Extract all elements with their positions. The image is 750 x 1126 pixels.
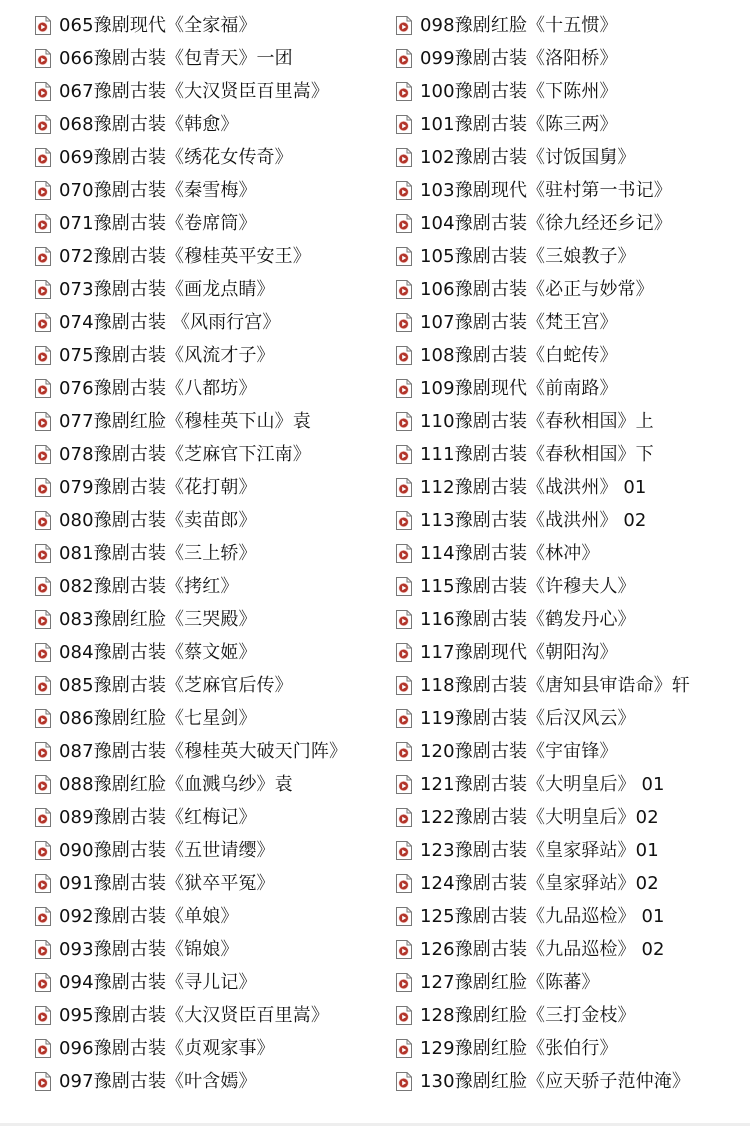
file-name: 081豫剧古装《三上轿》 — [59, 542, 257, 564]
file-item[interactable] — [35, 669, 347, 702]
media-file-icon — [396, 82, 412, 101]
file-item[interactable] — [35, 207, 347, 240]
file-item[interactable] — [396, 339, 690, 372]
media-file-icon — [35, 511, 51, 530]
file-name: 084豫剧古装《蔡文姬》 — [59, 641, 257, 663]
media-file-icon — [396, 1006, 412, 1025]
media-file-icon — [35, 280, 51, 299]
file-name: 077豫剧红脸《穆桂英下山》袁 — [59, 410, 311, 432]
file-item[interactable] — [396, 108, 690, 141]
file-item[interactable] — [35, 75, 347, 108]
file-item[interactable] — [35, 174, 347, 207]
media-file-icon — [35, 247, 51, 266]
media-file-icon — [35, 610, 51, 629]
file-name: 091豫剧古装《狱卒平冤》 — [59, 872, 275, 894]
file-name: 078豫剧古装《芝麻官下江南》 — [59, 443, 311, 465]
file-item[interactable] — [396, 999, 690, 1032]
file-item[interactable] — [396, 372, 690, 405]
file-name: 085豫剧古装《芝麻官后传》 — [59, 674, 293, 696]
file-item[interactable] — [396, 867, 690, 900]
file-name: 125豫剧古装《九品巡检》 01 — [420, 905, 665, 927]
file-name: 094豫剧古装《寻儿记》 — [59, 971, 257, 993]
file-name: 095豫剧古装《大汉贤臣百里嵩》 — [59, 1004, 329, 1026]
file-item[interactable] — [35, 9, 347, 42]
media-file-icon — [396, 412, 412, 431]
file-item[interactable] — [396, 603, 690, 636]
media-file-icon — [396, 1072, 412, 1091]
file-name: 069豫剧古装《绣花女传奇》 — [59, 146, 293, 168]
media-file-icon — [35, 841, 51, 860]
media-file-icon — [35, 1072, 51, 1091]
file-name: 066豫剧古装《包青天》一团 — [59, 47, 293, 69]
file-item[interactable] — [396, 141, 690, 174]
media-file-icon — [396, 544, 412, 563]
file-item[interactable] — [396, 207, 690, 240]
file-item[interactable] — [35, 339, 347, 372]
media-file-icon — [35, 808, 51, 827]
file-name: 082豫剧古装《拷红》 — [59, 575, 239, 597]
media-file-icon — [396, 478, 412, 497]
media-file-icon — [35, 973, 51, 992]
file-name: 074豫剧古装 《风雨行宫》 — [59, 311, 281, 333]
file-item[interactable] — [35, 834, 347, 867]
media-file-icon — [35, 940, 51, 959]
file-name: 103豫剧现代《驻村第一书记》 — [420, 179, 672, 201]
file-name: 124豫剧古装《皇家驿站》02 — [420, 872, 659, 894]
file-name: 071豫剧古装《卷席筒》 — [59, 212, 257, 234]
file-name: 099豫剧古装《洛阳桥》 — [420, 47, 618, 69]
file-name: 076豫剧古装《八都坊》 — [59, 377, 257, 399]
media-file-icon — [396, 907, 412, 926]
file-item[interactable] — [35, 240, 347, 273]
file-name: 113豫剧古装《战洪州》 02 — [420, 509, 647, 531]
media-file-icon — [396, 1039, 412, 1058]
file-item[interactable] — [35, 636, 347, 669]
file-name: 120豫剧古装《宇宙锋》 — [420, 740, 618, 762]
file-item[interactable] — [396, 768, 690, 801]
media-file-icon — [396, 16, 412, 35]
file-name: 129豫剧红脸《张伯行》 — [420, 1037, 618, 1059]
file-name: 118豫剧古装《唐知县审诰命》轩 — [420, 674, 690, 696]
file-name: 073豫剧古装《画龙点睛》 — [59, 278, 275, 300]
file-item[interactable] — [35, 42, 347, 75]
media-file-icon — [35, 1006, 51, 1025]
file-item[interactable] — [396, 75, 690, 108]
media-file-icon — [35, 412, 51, 431]
media-file-icon — [35, 346, 51, 365]
file-name: 128豫剧红脸《三打金枝》 — [420, 1004, 636, 1026]
media-file-icon — [35, 907, 51, 926]
file-column-right — [396, 9, 690, 1098]
file-item[interactable] — [396, 933, 690, 966]
file-name: 127豫剧红脸《陈蕃》 — [420, 971, 600, 993]
file-name: 126豫剧古装《九品巡检》 02 — [420, 938, 665, 960]
media-file-icon — [396, 379, 412, 398]
file-item[interactable] — [396, 504, 690, 537]
media-file-icon — [396, 247, 412, 266]
media-file-icon — [396, 742, 412, 761]
file-item[interactable] — [396, 636, 690, 669]
file-item[interactable] — [35, 768, 347, 801]
file-name: 090豫剧古装《五世请缨》 — [59, 839, 275, 861]
media-file-icon — [35, 379, 51, 398]
file-item[interactable] — [396, 570, 690, 603]
file-item[interactable] — [396, 471, 690, 504]
file-name: 098豫剧红脸《十五惯》 — [420, 14, 618, 36]
media-file-icon — [396, 808, 412, 827]
media-file-icon — [396, 874, 412, 893]
file-item[interactable] — [35, 570, 347, 603]
media-file-icon — [396, 511, 412, 530]
file-name: 106豫剧古装《必正与妙常》 — [420, 278, 654, 300]
file-item[interactable] — [396, 834, 690, 867]
media-file-icon — [396, 643, 412, 662]
file-name: 079豫剧古装《花打朝》 — [59, 476, 257, 498]
media-file-icon — [396, 214, 412, 233]
file-item[interactable] — [396, 405, 690, 438]
file-name: 065豫剧现代《全家福》 — [59, 14, 257, 36]
file-name: 088豫剧红脸《血溅乌纱》袁 — [59, 773, 293, 795]
file-name: 087豫剧古装《穆桂英大破天门阵》 — [59, 740, 348, 762]
media-file-icon — [35, 181, 51, 200]
file-name: 072豫剧古装《穆桂英平安王》 — [59, 245, 311, 267]
media-file-icon — [396, 940, 412, 959]
file-item[interactable] — [396, 1032, 690, 1065]
file-name: 101豫剧古装《陈三两》 — [420, 113, 618, 135]
file-name: 110豫剧古装《春秋相国》上 — [420, 410, 654, 432]
file-name: 097豫剧古装《叶含嫣》 — [59, 1070, 257, 1092]
file-item[interactable] — [396, 966, 690, 999]
media-file-icon — [35, 676, 51, 695]
file-item[interactable] — [35, 1032, 347, 1065]
file-item[interactable] — [396, 702, 690, 735]
file-item[interactable] — [396, 306, 690, 339]
file-item[interactable] — [35, 867, 347, 900]
file-item[interactable] — [35, 900, 347, 933]
file-item[interactable] — [35, 141, 347, 174]
file-item[interactable] — [396, 669, 690, 702]
file-item[interactable] — [396, 240, 690, 273]
file-name: 107豫剧古装《梵王宫》 — [420, 311, 618, 333]
file-item[interactable] — [35, 702, 347, 735]
file-name: 086豫剧红脸《七星剑》 — [59, 707, 257, 729]
file-item[interactable] — [35, 1065, 347, 1098]
media-file-icon — [35, 742, 51, 761]
file-name: 083豫剧红脸《三哭殿》 — [59, 608, 257, 630]
file-name: 093豫剧古装《锦娘》 — [59, 938, 239, 960]
file-item[interactable] — [35, 603, 347, 636]
file-name: 116豫剧古装《鹤发丹心》 — [420, 608, 636, 630]
media-file-icon — [396, 445, 412, 464]
file-name: 102豫剧古装《讨饭国舅》 — [420, 146, 636, 168]
file-item[interactable] — [396, 735, 690, 768]
file-name: 119豫剧古装《后汉风云》 — [420, 707, 636, 729]
file-item[interactable] — [35, 537, 347, 570]
file-name: 122豫剧古装《大明皇后》02 — [420, 806, 659, 828]
file-name: 067豫剧古装《大汉贤臣百里嵩》 — [59, 80, 329, 102]
media-file-icon — [396, 181, 412, 200]
file-name: 108豫剧古装《白蛇传》 — [420, 344, 618, 366]
media-file-icon — [35, 478, 51, 497]
media-file-icon — [35, 82, 51, 101]
media-file-icon — [35, 115, 51, 134]
media-file-icon — [35, 49, 51, 68]
file-name: 100豫剧古装《下陈州》 — [420, 80, 618, 102]
file-name: 115豫剧古装《许穆夫人》 — [420, 575, 636, 597]
file-item[interactable] — [396, 900, 690, 933]
media-file-icon — [396, 973, 412, 992]
file-item[interactable] — [396, 537, 690, 570]
file-item[interactable] — [35, 273, 347, 306]
file-name: 070豫剧古装《秦雪梅》 — [59, 179, 257, 201]
file-name: 080豫剧古装《卖苗郎》 — [59, 509, 257, 531]
media-file-icon — [396, 775, 412, 794]
media-file-icon — [35, 16, 51, 35]
file-item[interactable] — [35, 735, 347, 768]
file-item[interactable] — [35, 966, 347, 999]
media-file-icon — [35, 445, 51, 464]
file-name: 089豫剧古装《红梅记》 — [59, 806, 257, 828]
media-file-icon — [396, 313, 412, 332]
file-name: 117豫剧现代《朝阳沟》 — [420, 641, 618, 663]
file-item[interactable] — [35, 933, 347, 966]
media-file-icon — [396, 709, 412, 728]
media-file-icon — [396, 346, 412, 365]
file-item[interactable] — [35, 801, 347, 834]
media-file-icon — [35, 874, 51, 893]
media-file-icon — [396, 676, 412, 695]
file-item[interactable] — [396, 438, 690, 471]
file-item[interactable] — [35, 306, 347, 339]
file-item[interactable] — [396, 273, 690, 306]
media-file-icon — [35, 775, 51, 794]
media-file-icon — [396, 115, 412, 134]
media-file-icon — [396, 49, 412, 68]
file-name: 112豫剧古装《战洪州》 01 — [420, 476, 647, 498]
file-name: 068豫剧古装《韩愈》 — [59, 113, 239, 135]
file-item[interactable] — [35, 471, 347, 504]
media-file-icon — [396, 610, 412, 629]
file-item[interactable] — [35, 504, 347, 537]
media-file-icon — [35, 214, 51, 233]
file-name: 096豫剧古装《贞观家事》 — [59, 1037, 275, 1059]
media-file-icon — [396, 280, 412, 299]
file-item[interactable] — [396, 801, 690, 834]
file-item[interactable] — [35, 372, 347, 405]
media-file-icon — [396, 577, 412, 596]
file-name: 130豫剧红脸《应天骄子范仲淹》 — [420, 1070, 690, 1092]
file-item[interactable] — [396, 42, 690, 75]
media-file-icon — [396, 841, 412, 860]
file-name: 104豫剧古装《徐九经还乡记》 — [420, 212, 672, 234]
media-file-icon — [35, 577, 51, 596]
file-item[interactable] — [396, 9, 690, 42]
file-item[interactable] — [396, 174, 690, 207]
file-name: 075豫剧古装《风流才子》 — [59, 344, 275, 366]
media-file-icon — [35, 313, 51, 332]
file-item[interactable] — [396, 1065, 690, 1098]
file-item[interactable] — [35, 438, 347, 471]
file-item[interactable] — [35, 108, 347, 141]
file-name: 092豫剧古装《单娘》 — [59, 905, 239, 927]
media-file-icon — [35, 709, 51, 728]
file-column-left — [35, 9, 347, 1098]
media-file-icon — [35, 643, 51, 662]
file-name: 121豫剧古装《大明皇后》 01 — [420, 773, 665, 795]
file-item[interactable] — [35, 999, 347, 1032]
file-name: 111豫剧古装《春秋相国》下 — [420, 443, 654, 465]
file-name: 123豫剧古装《皇家驿站》01 — [420, 839, 659, 861]
file-name: 105豫剧古装《三娘教子》 — [420, 245, 636, 267]
file-name: 114豫剧古装《林冲》 — [420, 542, 600, 564]
media-file-icon — [35, 148, 51, 167]
media-file-icon — [35, 1039, 51, 1058]
file-name: 109豫剧现代《前南路》 — [420, 377, 618, 399]
file-item[interactable] — [35, 405, 347, 438]
media-file-icon — [396, 148, 412, 167]
media-file-icon — [35, 544, 51, 563]
